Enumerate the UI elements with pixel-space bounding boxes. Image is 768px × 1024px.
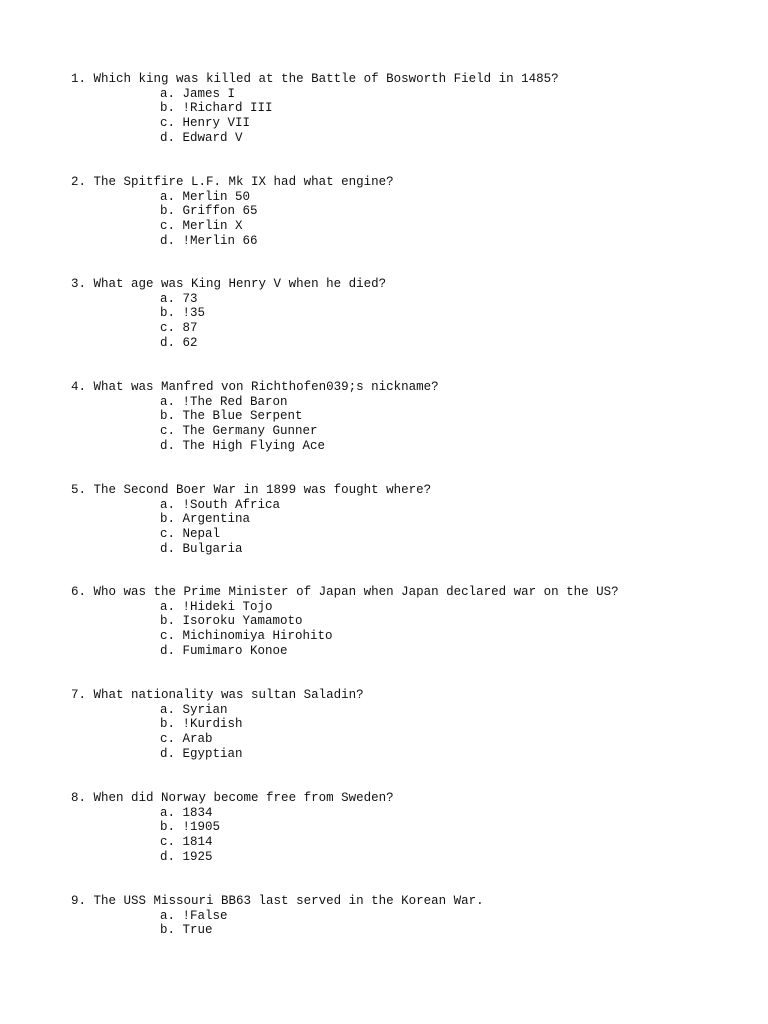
- option-d: d. Edward V: [160, 130, 243, 145]
- option-c: c. Arab: [160, 732, 213, 747]
- option-b: b. !1905: [160, 820, 221, 835]
- question-text: 8. When did Norway become free from Sweden?: [71, 791, 394, 805]
- question-5: [71, 483, 751, 556]
- question-text: 2. The Spitfire L.F. Mk IX had what engine?: [71, 175, 394, 189]
- option-c: c. Henry VII: [160, 116, 251, 131]
- question-4: [71, 380, 751, 453]
- option-d: d. !Merlin 66: [160, 233, 258, 248]
- question-1: [71, 72, 751, 145]
- option-b: b. Argentina: [160, 512, 251, 527]
- option-a: a. 73: [160, 291, 198, 306]
- option-c: c. 87: [160, 321, 198, 336]
- question-6: [71, 585, 751, 658]
- option-c: c. The Germany Gunner: [160, 424, 318, 439]
- option-c: c. Nepal: [160, 527, 221, 542]
- option-c: c. Michinomiya Hirohito: [160, 629, 333, 644]
- option-b: b. Griffon 65: [160, 204, 258, 219]
- question-3: [71, 277, 751, 350]
- option-d: d. Fumimaro Konoe: [160, 643, 288, 658]
- question-text: 1. Which king was killed at the Battle of Bosworth Field in 1485?: [71, 72, 559, 86]
- option-d: d. Bulgaria: [160, 541, 243, 556]
- option-b: b. The Blue Serpent: [160, 409, 303, 424]
- option-a: a. James I: [160, 86, 236, 101]
- option-c: c. Merlin X: [160, 219, 243, 234]
- option-a: a. Merlin 50: [160, 189, 251, 204]
- option-b: b. !Richard III: [160, 101, 273, 116]
- question-8: [71, 791, 751, 864]
- question-9: [71, 894, 751, 938]
- option-d: d. 62: [160, 335, 198, 350]
- question-text: 7. What nationality was sultan Saladin?: [71, 688, 364, 702]
- option-b: b. True: [160, 923, 213, 938]
- option-a: a. !Hideki Tojo: [160, 599, 273, 614]
- question-text: 5. The Second Boer War in 1899 was fought where?: [71, 483, 432, 497]
- question-text: 6. Who was the Prime Minister of Japan when Japan declared war on the US?: [71, 585, 619, 599]
- question-2: [71, 175, 751, 248]
- option-d: d. 1925: [160, 849, 213, 864]
- option-a: a. !South Africa: [160, 497, 281, 512]
- question-text: 4. What was Manfred von Richthofen039;s nickname?: [71, 380, 439, 394]
- option-d: d. Egyptian: [160, 746, 243, 761]
- question-text: 9. The USS Missouri BB63 last served in the Korean War.: [71, 894, 484, 908]
- option-b: b. !35: [160, 306, 206, 321]
- option-a: a. !The Red Baron: [160, 394, 288, 409]
- option-a: a. Syrian: [160, 702, 228, 717]
- option-d: d. The High Flying Ace: [160, 438, 326, 453]
- option-a: a. !False: [160, 908, 228, 923]
- option-b: b. Isoroku Yamamoto: [160, 614, 303, 629]
- option-c: c. 1814: [160, 835, 213, 850]
- question-7: [71, 688, 751, 761]
- option-a: a. 1834: [160, 805, 213, 820]
- option-b: b. !Kurdish: [160, 717, 243, 732]
- question-text: 3. What age was King Henry V when he died?: [71, 277, 387, 291]
